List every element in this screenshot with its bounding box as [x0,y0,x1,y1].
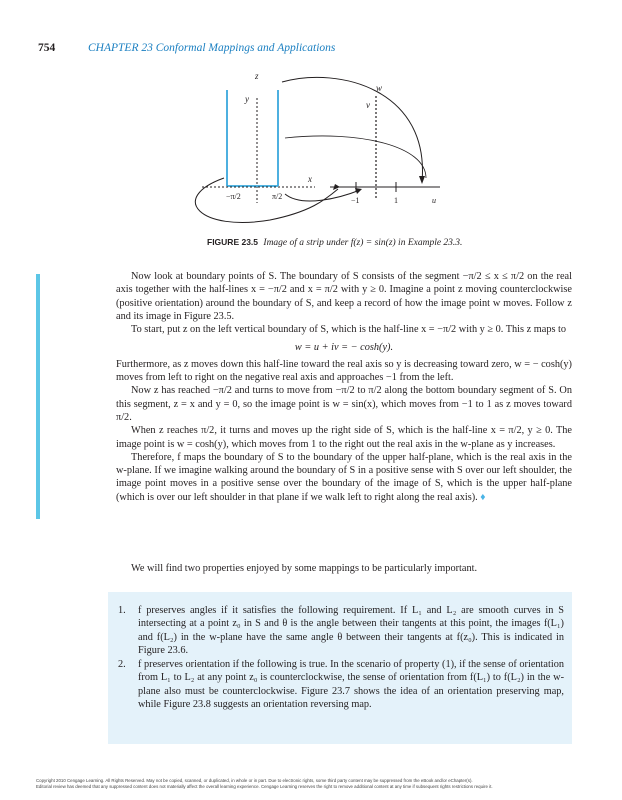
paragraph-5: When z reaches π/2, it turns and moves up the right side of S, which is the half-line x = π/2, y ≥ 0. The image point is w = cosh(y), which moves from 1 to the right out the real axis in the w-plane as y increases. [116,425,572,450]
figure-strip-mapping [190,70,450,240]
arrow-right-map [285,136,426,178]
property-item-2 [118,658,564,711]
tick-one: 1 [394,196,398,205]
neg-pi-half-label: −π/2 [226,192,241,201]
copyright-footer [36,778,596,790]
paragraph-6 [116,451,572,504]
paragraph-4: Now z has reached −π/2 and turns to move from −π/2 to π/2 along the bottom boundary segment of S. On this segment, z = x and y = 0, so the image point is w = sin(x), which moves from −1 to 1 as z moves toward π/2. [116,385,572,423]
z-plane-label: z [255,71,259,81]
properties-list [118,604,564,712]
pi-half-label: π/2 [272,192,283,201]
arrow-top-map [282,77,422,182]
y-axis-label: y [245,94,249,104]
chapter-title: CHAPTER 23 Conformal Mappings and Applications [88,42,336,54]
footer-line-2: Editorial review has deemed that any suppressed content does not materially affect the overall learning experience. Cengage Learning reserves the right to remove additional content at any time if subsequent rights restrictions require it. [36,784,493,789]
equation: w = u + iv = − cosh(y). [294,342,394,354]
tick-neg-one: −1 [351,196,360,205]
property-item-1 [118,604,564,657]
caption-label: FIGURE 23.5 [207,237,259,247]
body-text [116,270,572,504]
item-text: f preserves orientation if the following is true. In the scenario of property (1), if the sense of orientation from L₁ to L₂ at any point z₀ is counterclockwise, the sense of orientation from f(L₁) to f(L₂) in the w-plane also must be counterclockwise. Figure 23.7 shows the idea of an orientation preserving map, while Figure 23.8 suggests an orientation reversing map. [138,659,564,711]
paragraph-3: Furthermore, as z moves down this half-line toward the real axis so y is decreasing toward zero, w = − cosh(y) moves from left to right on the negative real axis and approaches −1 from the left. [116,358,572,384]
arrow-bottom-map [285,190,360,201]
item-text: f preserves angles if it satisfies the following requirement. If L₁ and L₂ are smooth curves in S intersecting at a point z₀ in S and θ is the angle between their tangents at this point, the images f(L₁) and f(L₂) in the w-plane have the same angle θ between their tangents at f(z₀). This is indicated in Figure 23.6. [138,605,564,656]
u-axis-label: u [432,196,436,205]
paragraph-7-wrap [116,562,572,575]
w-plane-label: w [376,83,383,93]
end-of-example-mark: ♦ [480,491,486,503]
item-number: 2. [118,659,126,671]
paragraph-6-text: Therefore, f maps the boundary of S to the boundary of the upper half-plane, which is the real axis in the w-plane. If we imagine walking around the boundary of S in a positive sense with S over our left shoulder, the image point moves in a positive sense over the boundary of the image of S, which is the upper half-plane (which is over our left shoulder in that plane if we walk left to right along the real axis). [116,451,572,503]
page-number: 754 [38,42,56,54]
footer-line-1: Copyright 2010 Cengage Learning. All Rights Reserved. May not be copied, scanned, or duplicated, in whole or in part. Due to electronic rights, some third party content may be suppressed from the eBook and/or eChapter(s). [36,778,473,783]
paragraph-2: To start, put z on the left vertical boundary of S, which is the half-line x = −π/2 with y ≥ 0. This z maps to [131,324,567,336]
v-axis-label: v [366,100,370,110]
item-number: 1. [118,605,126,616]
example-margin-bar [36,274,40,519]
caption-text: Image of a strip under f(z) = sin(z) in Example 23.3. [263,238,463,248]
figure-caption [207,236,477,250]
paragraph-1: Now look at boundary points of S. The boundary of S consists of the segment −π/2 ≤ x ≤ π/2 on the real axis together with the half-lines x = −π/2 and x = π/2 with y ≥ 0. Imagine a point z moving counterclockwise (positive orientation) around the boundary of S, and keep a record of how the image point w moves. Follow z and its image in Figure 23.5. [116,271,572,322]
paragraph-7: We will find two properties enjoyed by some mappings to be particularly important. [131,563,478,574]
x-axis-label: x [308,174,312,184]
